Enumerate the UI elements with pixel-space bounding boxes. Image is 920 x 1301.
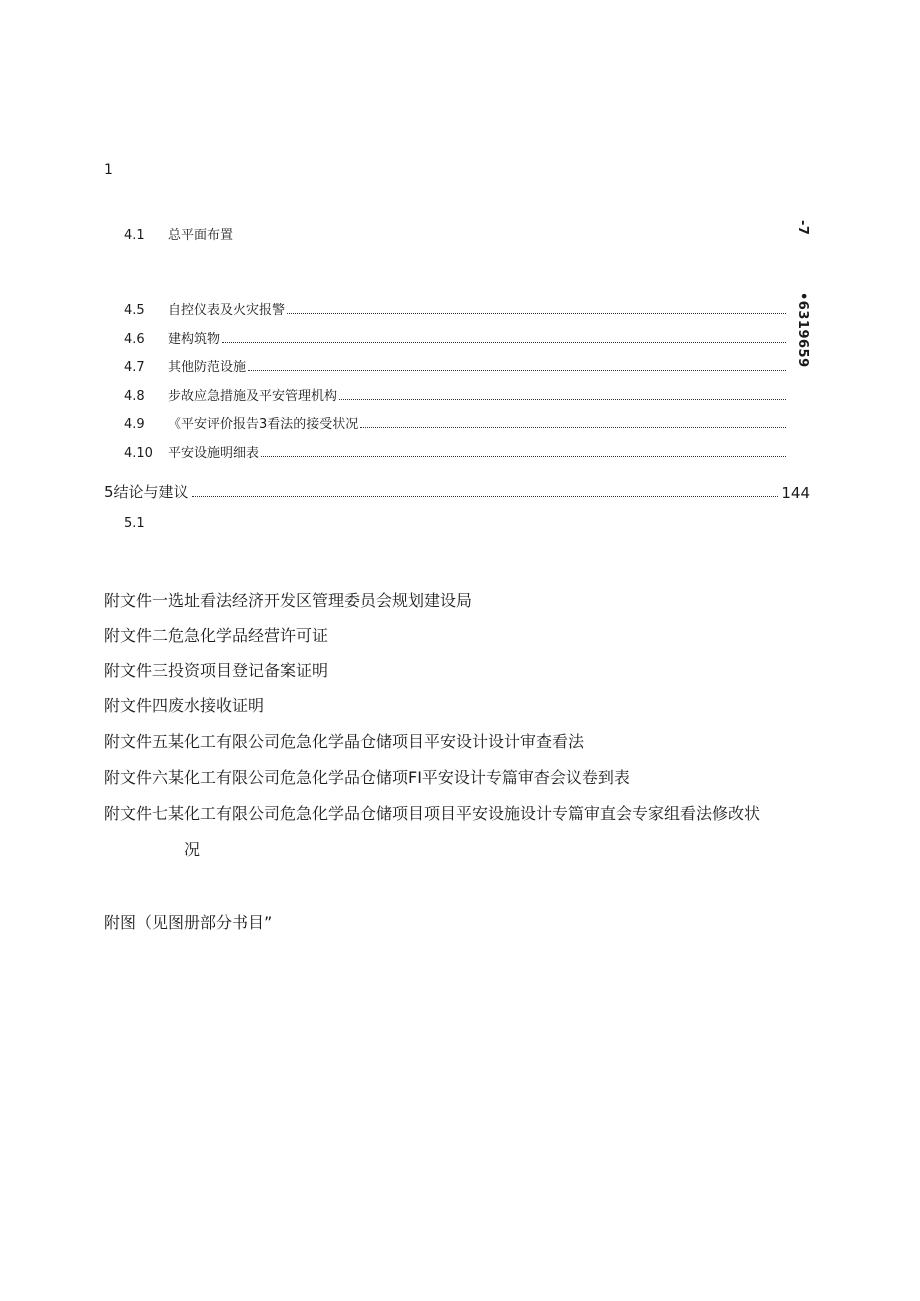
- toc-item-4-8[interactable]: [124, 384, 786, 404]
- toc-item-number: 4.6: [124, 332, 145, 347]
- leader-dots: [222, 341, 786, 343]
- toc-item-title: 步故应急措施及平安管理机构: [168, 389, 338, 404]
- toc-item-title: 建构筑物: [168, 332, 221, 347]
- toc-item-number: 4.7: [124, 360, 145, 375]
- figures-line[interactable]: 附图（见图册部分书目”: [104, 913, 273, 932]
- leader-dots: [287, 312, 786, 314]
- toc-item-title: 其他防范设施: [168, 360, 247, 375]
- chapter-title: 5结论与建议: [104, 483, 189, 501]
- attachment-6[interactable]: 附文件六某化工有限公司危急化学品仓储项FI平安设计专篇审杳会议卷到表: [104, 768, 630, 787]
- attachment-4[interactable]: 附文件四废水接收证明: [104, 696, 265, 715]
- toc-item-4-9[interactable]: [124, 412, 786, 432]
- leader-dots: [248, 369, 786, 371]
- leader-dots: [339, 398, 786, 400]
- side-page-numbers: •6319659: [795, 292, 810, 368]
- leader-dots: [192, 495, 779, 497]
- attachment-7[interactable]: 附文件七某化工有限公司危急化学品仓储项目项目平安设施设计专篇审直会专家组看法修改状: [104, 804, 761, 823]
- toc-item-4-7[interactable]: [124, 355, 786, 375]
- page-number: 1: [104, 162, 113, 178]
- chapter-page-number: 144: [781, 484, 810, 502]
- toc-item-number: 4.10: [124, 446, 153, 461]
- toc-item-4-5[interactable]: [124, 298, 786, 318]
- toc-item-4-1[interactable]: [124, 223, 786, 243]
- toc-item-title: 平安设施明细表: [168, 446, 260, 461]
- leader-dots: [360, 426, 786, 428]
- attachment-3[interactable]: 附文件三投资项目登记备案证明: [104, 661, 329, 680]
- toc-item-title: 总平面布置: [168, 228, 234, 243]
- toc-item-title: 自控仪表及火灾报警: [168, 303, 286, 318]
- attachment-5[interactable]: 附文件五某化工有限公司危急化学晶仓储项目平安设计设计审查看法: [104, 732, 585, 751]
- toc-item-number: 4.9: [124, 417, 145, 432]
- toc-item-4-10[interactable]: [124, 441, 786, 461]
- toc-item-number: 4.1: [124, 228, 145, 243]
- toc-item-number: 4.5: [124, 303, 145, 318]
- toc-item-number: 4.8: [124, 389, 145, 404]
- attachment-2[interactable]: 附文件二危急化学品经营许可证: [104, 626, 329, 645]
- toc-item-4-6[interactable]: [124, 327, 786, 347]
- attachment-7-continued: 况: [184, 840, 201, 859]
- toc-item-5-1[interactable]: [124, 511, 786, 531]
- toc-item-number: 5.1: [124, 516, 145, 531]
- side-page-number-top: -7: [795, 220, 810, 236]
- toc-item-title: 《平安评价报告3看法的接受状况: [168, 417, 359, 432]
- toc-chapter-5[interactable]: [104, 480, 810, 502]
- leader-dots: [261, 455, 786, 457]
- attachment-1[interactable]: 附文件一选址看法经济开发区管理委员会规划建设局: [104, 591, 473, 610]
